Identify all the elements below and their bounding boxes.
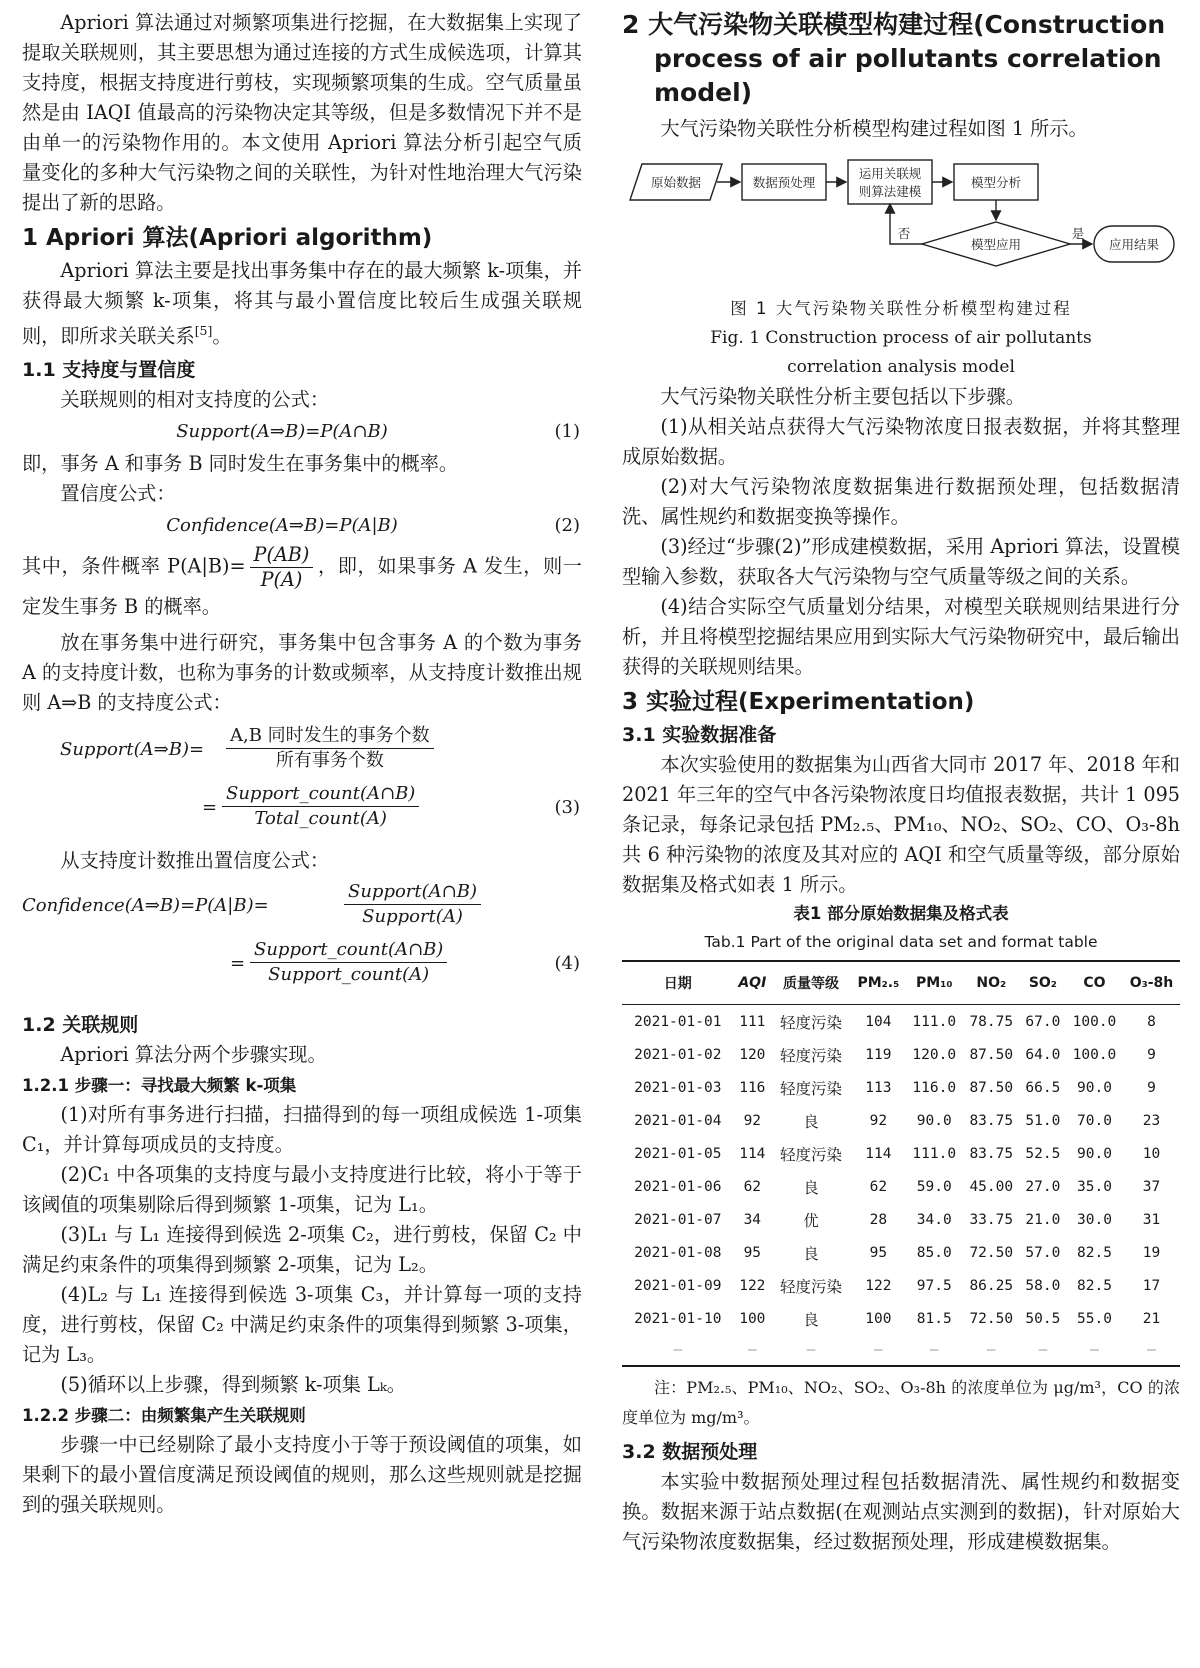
cell: 52.5 — [1025, 1145, 1061, 1162]
cell: 轻度污染 — [780, 1145, 843, 1164]
figure-1-caption-en-2: correlation analysis model — [787, 357, 1015, 377]
section-1-2-1-heading: 1.2.1 步骤一：寻找最大频繁 k-项集 — [22, 1076, 297, 1096]
cell: 119 — [865, 1046, 892, 1063]
formula-3-frac-2 — [222, 782, 419, 831]
col-o3: O₃-8h — [1123, 961, 1180, 1005]
cell: 28 — [869, 1211, 888, 1228]
formula-3-row-1 — [22, 722, 582, 780]
cell: 95 — [869, 1244, 888, 1261]
formula-4-number: (4) — [554, 953, 580, 975]
step-5: (5)循环以上步骤，得到频繁 k-项集 Lₖ。 — [60, 1373, 406, 1397]
cell: 优 — [803, 1211, 819, 1230]
cell: 59.0 — [916, 1178, 952, 1195]
section-2-intro: 大气污染物关联性分析模型构建过程如图 1 所示。 — [660, 117, 1088, 140]
cell: 66.5 — [1025, 1079, 1061, 1096]
formula-3-num-1: A,B 同时发生的事务个数 — [226, 724, 434, 749]
cell: 10 — [1142, 1145, 1161, 1162]
cell: 90.0 — [1077, 1079, 1112, 1096]
cell: 2021-01-08 — [634, 1244, 722, 1261]
intro-paragraph: Apriori 算法通过对频繁项集进行挖掘，在大数据集上实现了提取关联规则，其主要思想为通过连接的方式生成候选项，计算其支持度，根据支持度进行剪枝，实现频繁项集的生成。空气质量虽然是由 IAQI 值最高的污染物决定其等级，但是多数情况下并不是由单一的污染物作用的。本文使用 Apriori 算法分析引起空气质量变化的多种大气污染物之间的关联性，为针对性地治理大气污染提出了新的思路。 — [22, 11, 582, 214]
cell: 58.0 — [1025, 1277, 1061, 1294]
section-3-2-heading: 3.2 数据预处理 — [622, 1441, 758, 1463]
cell: 轻度污染 — [780, 1013, 843, 1032]
section-1-2-heading: 1.2 关联规则 — [22, 1014, 139, 1037]
left-column — [22, 8, 582, 1520]
cell: 50.5 — [1025, 1310, 1061, 1327]
formula-3-num-2: Support_count(A∩B) — [222, 782, 419, 807]
section-1-2-2-heading: 1.2.2 步骤二：由频繁集产生关联规则 — [22, 1406, 306, 1426]
cell: — — [622, 1335, 734, 1366]
cell: 81.5 — [916, 1310, 952, 1327]
model-flow-diagram — [622, 154, 1180, 286]
cell: 9 — [1147, 1046, 1156, 1063]
figure-1-caption-cn: 图 1 大气污染物关联性分析模型构建过程 — [730, 299, 1072, 318]
cell: 轻度污染 — [780, 1079, 843, 1098]
cell: 21 — [1142, 1310, 1161, 1327]
table-row — [622, 1203, 1180, 1236]
section-1-2-paragraph: Apriori 算法分两个步骤实现。 — [60, 1043, 327, 1067]
cell: 122 — [865, 1277, 892, 1294]
formula-2 — [22, 509, 582, 543]
table-row — [622, 1137, 1180, 1170]
right-column — [622, 8, 1180, 1557]
cell: 114 — [739, 1145, 766, 1162]
table-row — [622, 1038, 1180, 1071]
section-1-paragraph — [22, 256, 582, 351]
node-analysis: 模型分析 — [970, 175, 1022, 190]
formula-4-eq: = — [230, 953, 246, 975]
cell: 116 — [739, 1079, 766, 1096]
analysis-step-2: (2)对大气污染物浓度数据集进行数据预处理，包括数据清洗、属性规约和数据变换等操作。 — [622, 475, 1180, 528]
cell: 100 — [739, 1310, 766, 1327]
formula-4-frac-2 — [250, 938, 447, 987]
cell: 34 — [743, 1211, 762, 1228]
cell: 97.5 — [916, 1277, 952, 1294]
formula-3-lhs: Support(A⇒B)= — [60, 739, 205, 761]
cell: 72.50 — [969, 1244, 1014, 1261]
cell: 100 — [865, 1310, 892, 1327]
formula-3-frac-1 — [226, 724, 434, 773]
confidence-count-intro: 从支持度计数推出置信度公式： — [60, 849, 330, 873]
table-row — [622, 1005, 1180, 1039]
formula-4-num-2: Support_count(A∩B) — [250, 938, 447, 963]
step-3: (3)L₁ 与 L₁ 连接得到候选 2-项集 C₂，进行剪枝，保留 C₂ 中满足约束条件的项集得到频繁 2-项集，记为 L₂。 — [22, 1223, 582, 1277]
cell: 23 — [1142, 1112, 1161, 1129]
cell: 21.0 — [1025, 1211, 1061, 1228]
cell: 2021-01-04 — [634, 1112, 722, 1129]
table-row — [622, 1269, 1180, 1302]
table-header-row — [622, 961, 1180, 1005]
table-row — [622, 1071, 1180, 1104]
cell: 35.0 — [1077, 1178, 1112, 1195]
cell: 113 — [865, 1079, 892, 1096]
cell: 良 — [803, 1178, 819, 1197]
cell: 9 — [1147, 1079, 1156, 1096]
cell: 78.75 — [969, 1013, 1014, 1030]
section-3-2-paragraph: 本实验中数据预处理过程包括数据清洗、属性规约和数据变换。数据来源于站点数据(在观测站点实测到的数据)，针对原始大气污染物浓度数据集，经过数据预处理，形成建模数据集。 — [622, 1470, 1180, 1553]
cell: 33.75 — [969, 1211, 1014, 1228]
section-1-1-heading: 1.1 支持度与置信度 — [22, 359, 196, 382]
cell: — — [1066, 1335, 1123, 1366]
cell: 90.0 — [916, 1112, 952, 1129]
step-4: (4)L₂ 与 L₁ 连接得到候选 3-项集 C₃，并计算每一项的支持度，进行剪枝，保留 C₂ 中满足约束条件的项集得到频繁 3-项集，记为 L₃。 — [22, 1283, 582, 1367]
step-2: (2)C₁ 中各项集的支持度与最小支持度进行比较，将小于等于该阈值的项集剔除后得到频繁 1-项集，记为 L₁。 — [22, 1163, 582, 1217]
cell: 82.5 — [1077, 1244, 1112, 1261]
table-row — [622, 1104, 1180, 1137]
formula-3-den-1: 所有事务个数 — [275, 750, 384, 772]
node-result: 应用结果 — [1108, 237, 1160, 252]
table-1-title-cn: 表1 部分原始数据集及格式表 — [793, 904, 1009, 923]
cond-numerator: P(AB) — [250, 543, 314, 568]
cell: 85.0 — [916, 1244, 952, 1261]
analysis-step-1: (1)从相关站点获得大气污染物浓度日报表数据，并将其整理成原始数据。 — [622, 415, 1180, 468]
section-1-end: 。 — [212, 324, 232, 348]
label-no: 否 — [897, 226, 911, 241]
cell: 114 — [865, 1145, 892, 1162]
cell: 2021-01-09 — [634, 1277, 722, 1294]
formula-4 — [22, 878, 582, 1002]
support-intro: 关联规则的相对支持度的公式： — [60, 388, 330, 412]
formula-4-lhs: Confidence(A⇒B)=P(A|B)= — [22, 895, 269, 917]
cell: — — [963, 1335, 1020, 1366]
cell: 111 — [739, 1013, 766, 1030]
cell: 2021-01-01 — [634, 1013, 722, 1030]
cell: 82.5 — [1077, 1277, 1112, 1294]
cell: 51.0 — [1025, 1112, 1061, 1129]
cell: — — [771, 1335, 851, 1366]
cell: 27.0 — [1025, 1178, 1061, 1195]
section-1-text: Apriori 算法主要是找出事务集中存在的最大频繁 k-项集，并获得最大频繁 k-项集，将其与最小置信度比较后生成强关联规则，即所求关联关系 — [22, 259, 582, 348]
cell: 2021-01-07 — [634, 1211, 722, 1228]
cell: 2021-01-05 — [634, 1145, 722, 1162]
formula-3 — [22, 722, 582, 846]
cell: 轻度污染 — [780, 1046, 843, 1065]
col-grade: 质量等级 — [771, 961, 851, 1005]
cell: 2021-01-06 — [634, 1178, 722, 1195]
section-3-1-heading: 3.1 实验数据准备 — [622, 724, 777, 746]
formula-3-den-2: Total_count(A) — [254, 808, 387, 830]
col-so2: SO₂ — [1020, 961, 1066, 1005]
cell: 104 — [865, 1013, 892, 1030]
formula-4-num-1: Support(A∩B) — [344, 880, 481, 905]
analysis-step-3: (3)经过“步骤(2)”形成建模数据，采用 Apriori 算法，设置模型输入参数，获取各大气污染物与空气质量等级之间的关系。 — [622, 535, 1180, 588]
col-pm25: PM₂.₅ — [851, 961, 906, 1005]
cond-prefix: 其中，条件概率 P(A|B)= — [22, 554, 246, 578]
cell: — — [1123, 1335, 1180, 1366]
cell: 86.25 — [969, 1277, 1014, 1294]
cell: 64.0 — [1025, 1046, 1061, 1063]
cell: 34.0 — [916, 1211, 952, 1228]
section-1-2-2-paragraph: 步骤一中已经剔除了最小支持度小于等于预设阈值的项集，如果剩下的最小置信度满足预设阈值的规则，那么这些规则就是挖掘到的强关联规则。 — [22, 1433, 582, 1517]
support-explain: 即，事务 A 和事务 B 同时发生在事务集中的概率。 — [22, 452, 459, 476]
table-1-title-en: Tab.1 Part of the original data set and format table — [704, 933, 1098, 951]
formula-2-expr: Confidence(A⇒B)=P(A|B) — [166, 515, 398, 537]
cond-fraction — [250, 543, 314, 592]
formula-4-den-1: Support(A) — [362, 906, 463, 928]
cell: 72.50 — [969, 1310, 1014, 1327]
cell: 83.75 — [969, 1112, 1014, 1129]
cell: 122 — [739, 1277, 766, 1294]
cell: 111.0 — [912, 1145, 957, 1162]
cond-denominator: P(A) — [260, 568, 303, 592]
support-count-paragraph: 放在事务集中进行研究，事务集中包含事务 A 的个数为事务 A 的支持度计数，也称为事务的计数或频率，从支持度计数推出规则 A⇒B 的支持度公式： — [22, 631, 582, 715]
col-no2: NO₂ — [963, 961, 1020, 1005]
table-note: 注：PM₂.₅、PM₁₀、NO₂、SO₂、O₃-8h 的浓度单位为 μg/m³，CO 的浓度单位为 mg/m³。 — [622, 1378, 1180, 1427]
cell: 111.0 — [912, 1013, 957, 1030]
table-row — [622, 1302, 1180, 1335]
cell: 37 — [1142, 1178, 1161, 1195]
analysis-steps-intro: 大气污染物关联性分析主要包括以下步骤。 — [660, 385, 1025, 408]
cell: 92 — [743, 1112, 762, 1129]
cell: 116.0 — [912, 1079, 957, 1096]
cell: 100.0 — [1072, 1013, 1117, 1030]
section-2-heading — [622, 8, 1180, 110]
col-co: CO — [1066, 961, 1123, 1005]
cell: 70.0 — [1077, 1112, 1112, 1129]
cell: 100.0 — [1072, 1046, 1117, 1063]
label-yes: 是 — [1071, 226, 1085, 241]
formula-1-expr: Support(A⇒B)=P(A∩B) — [176, 421, 388, 443]
cell: 30.0 — [1077, 1211, 1112, 1228]
cell: 57.0 — [1025, 1244, 1061, 1261]
section-2-heading-line-1: 2 大气污染物关联模型构建过程(Construction — [622, 10, 1166, 39]
formula-4-frac-1 — [344, 880, 481, 929]
analysis-step-4: (4)结合实际空气质量划分结果，对模型关联规则结果进行分析，并且将模型挖掘结果应用到实际大气污染物研究中，最后输出获得的关联规则结果。 — [622, 595, 1180, 678]
cell: 2021-01-02 — [634, 1046, 722, 1063]
citation-ref[interactable]: [5] — [194, 323, 213, 338]
node-modeling-line-1: 运用关联规 — [858, 166, 922, 181]
cell: 轻度污染 — [780, 1277, 843, 1296]
formula-3-row-2 — [22, 780, 582, 838]
formula-4-row-2 — [22, 936, 582, 994]
cell: — — [1020, 1335, 1066, 1366]
cond-suffix: ，即，如果事务 A 发生，则一定发生事务 B 的概率。 — [22, 554, 582, 619]
section-3-1-paragraph: 本次实验使用的数据集为山西省大同市 2017 年、2018 年和 2021 年三年的空气中各污染物浓度日均值报表数据，共计 1 095 条记录，每条记录包括 PM₂.₅、PM₁₀、NO₂、SO₂、CO、O₃-8h 共 6 种污染物的浓度及其对应的 AQI 和空气质量等级，部分原始数据集及格式如表 1 所示。 — [622, 753, 1180, 896]
cell: 62 — [869, 1178, 888, 1195]
section-1-heading: 1 Apriori 算法(Apriori algorithm) — [22, 225, 433, 251]
confidence-intro: 置信度公式： — [60, 482, 176, 506]
cell: 45.00 — [969, 1178, 1014, 1195]
step-1: (1)对所有事务进行扫描，扫描得到的每一项组成候选 1-项集 C₁，并计算每项成员的支持度。 — [22, 1103, 582, 1157]
cell: 2021-01-03 — [634, 1079, 722, 1096]
cell: 120.0 — [912, 1046, 957, 1063]
formula-4-den-2: Support_count(A) — [268, 964, 430, 986]
section-3-heading: 3 实验过程(Experimentation) — [622, 689, 975, 715]
cell: 19 — [1142, 1244, 1161, 1261]
formula-1 — [22, 415, 582, 449]
node-raw-data: 原始数据 — [650, 175, 702, 190]
cell: 83.75 — [969, 1145, 1014, 1162]
flow-diagram-svg — [622, 154, 1180, 282]
cell: 87.50 — [969, 1046, 1014, 1063]
conditional-probability-paragraph — [22, 543, 582, 622]
col-pm10: PM₁₀ — [906, 961, 963, 1005]
cell: 95 — [743, 1244, 762, 1261]
node-application: 模型应用 — [970, 237, 1022, 252]
col-date: 日期 — [622, 961, 734, 1005]
formula-4-row-1 — [22, 878, 582, 936]
cell: — — [851, 1335, 906, 1366]
cell: 17 — [1142, 1277, 1161, 1294]
col-aqi: AQI — [734, 961, 771, 1005]
table-row — [622, 1236, 1180, 1269]
node-modeling-line-2: 则算法建模 — [858, 184, 922, 199]
cell: 67.0 — [1025, 1013, 1061, 1030]
table-row — [622, 1170, 1180, 1203]
formula-1-number: (1) — [554, 421, 580, 443]
cell: 90.0 — [1077, 1145, 1112, 1162]
cell: 120 — [739, 1046, 766, 1063]
cell: — — [906, 1335, 963, 1366]
cell: 8 — [1147, 1013, 1156, 1030]
cell: 87.50 — [969, 1079, 1014, 1096]
cell: 良 — [803, 1244, 819, 1263]
cell: 55.0 — [1077, 1310, 1112, 1327]
cell: 92 — [869, 1112, 888, 1129]
cell: 31 — [1142, 1211, 1161, 1228]
cell: 良 — [803, 1112, 819, 1131]
formula-2-number: (2) — [554, 515, 580, 537]
figure-1-caption-en-1: Fig. 1 Construction process of air pollutants — [710, 328, 1092, 348]
formula-3-number: (3) — [554, 797, 580, 819]
cell: 2021-01-10 — [634, 1310, 722, 1327]
cell: 62 — [743, 1178, 762, 1195]
node-preprocess: 数据预处理 — [752, 175, 816, 190]
formula-3-eq: = — [202, 797, 218, 819]
data-table — [622, 960, 1180, 1367]
cell: — — [734, 1335, 771, 1366]
section-2-heading-line-2: process of air pollutants correlation model) — [654, 44, 1162, 107]
table-row-ellipsis — [622, 1335, 1180, 1366]
cell: 良 — [803, 1310, 819, 1329]
